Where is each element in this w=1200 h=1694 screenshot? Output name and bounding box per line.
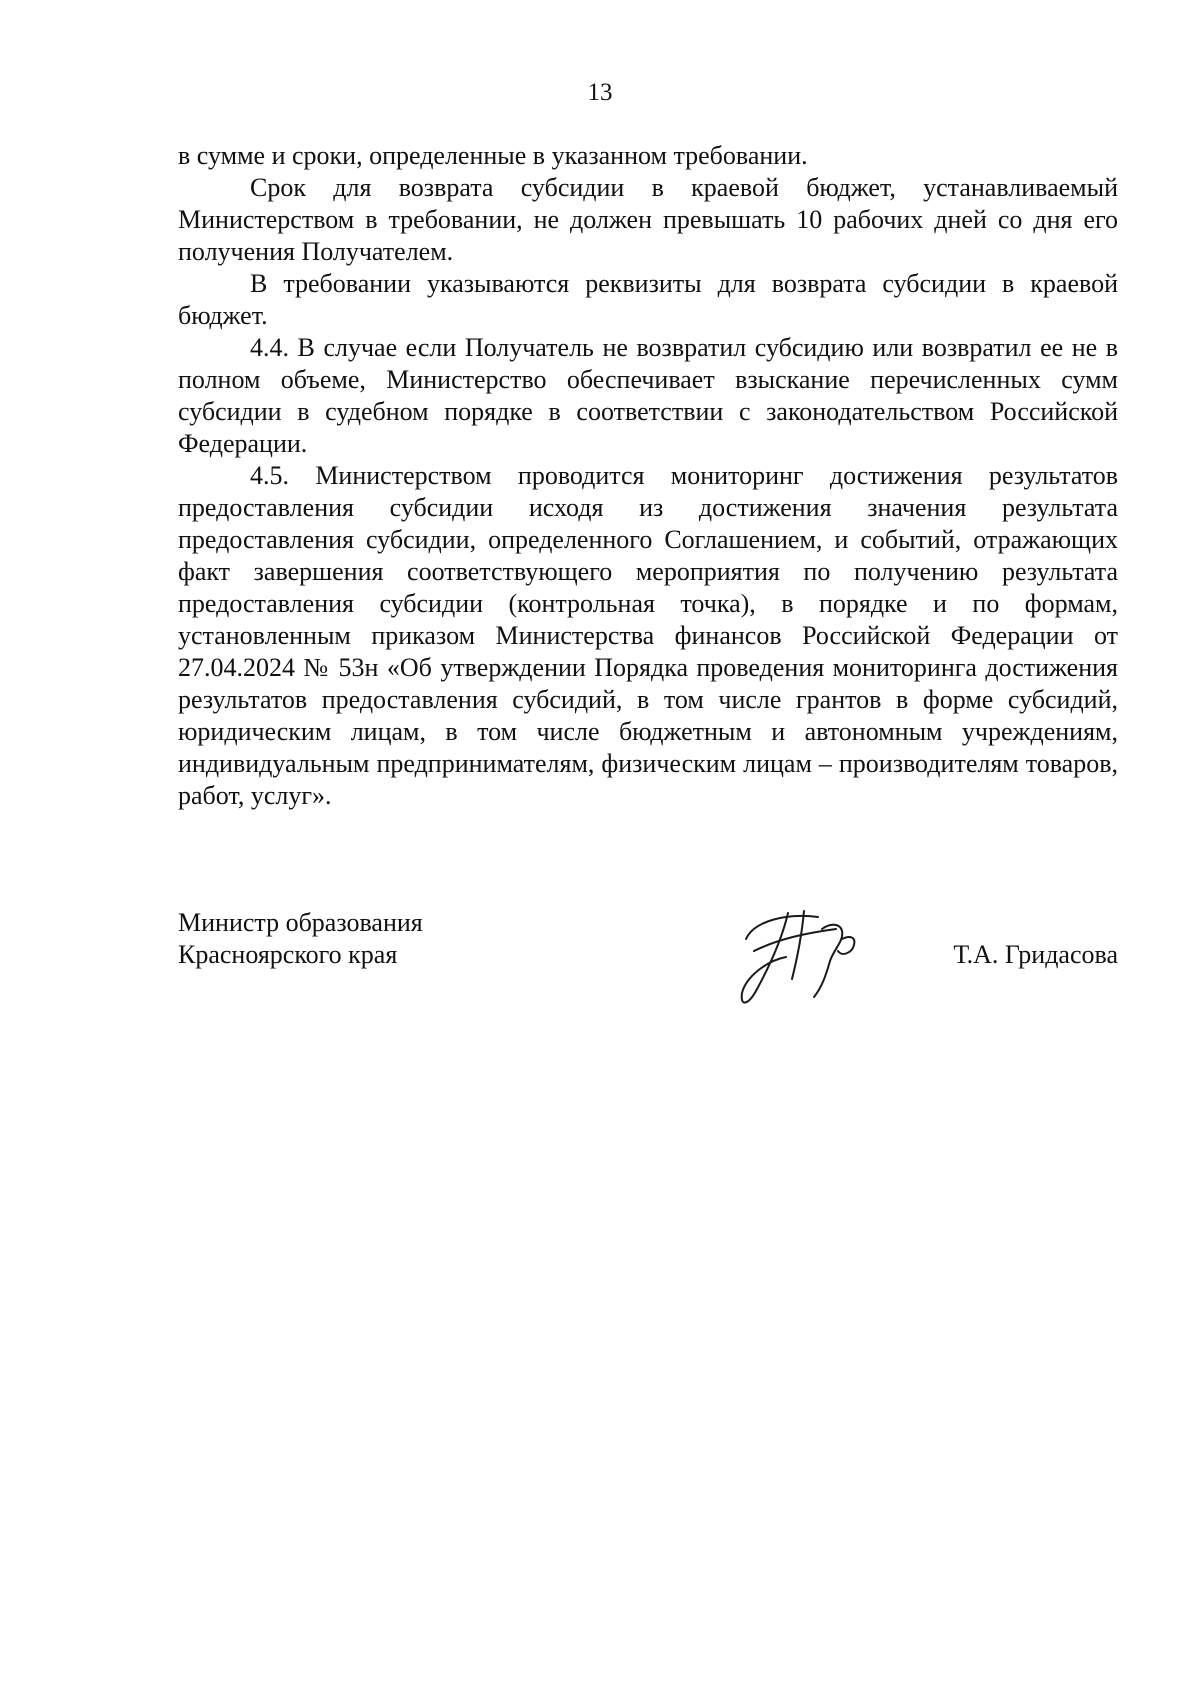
paragraph-4-5: 4.5. Министерством проводится мониторинг достижения результатов предоставления субсидии исходя из достижения значения результата предоставления субсидии, определенного Соглашением, и событий, отражающих факт завершения соответствующего мероприятия по получению результата предоставления субсидии (контрольная точка), в порядке и по формам, установленным приказом Министерства финансов Российской Федерации от 27.04.2024 № 53н «Об утверждении Порядка проведения мониторинга достижения результатов предоставления субсидий, в том числе грантов в форме субсидий, юридическим лицам, в том числе бюджетным и автономным учреждениям, индивидуальным предпринимателям, физическим лицам – производителям товаров, работ, услуг».	[178, 461, 1118, 810]
paragraph-requisites: В требовании указываются реквизиты для возврата субсидии в краевой бюджет.	[178, 269, 1118, 330]
signer-title-line-1: Министр образования	[178, 908, 423, 937]
handwritten-signature	[726, 899, 876, 1014]
signer-title	[178, 907, 578, 971]
paragraph-4-4: 4.4. В случае если Получатель не возвратил субсидию или возвратил ее не в полном объеме, Министерство обеспечивает взыскание перечисленных сумм субсидии в судебном порядке в соответствии с законодательством Российской Федерации.	[178, 333, 1118, 458]
document-body	[178, 140, 1118, 812]
paragraph-continuation: в сумме и сроки, определенные в указанном требовании.	[178, 141, 808, 170]
signer-title-line-2: Красноярского края	[178, 940, 398, 969]
paragraph-return-deadline: Срок для возврата субсидии в краевой бюджет, устанавливаемый Министерством в требовании, не должен превышать 10 рабочих дней со дня его получения Получателем.	[178, 173, 1118, 266]
page-number: 13	[587, 79, 613, 106]
signer-name: Т.А. Гридасова	[953, 940, 1118, 969]
signature-block	[178, 907, 1118, 1017]
